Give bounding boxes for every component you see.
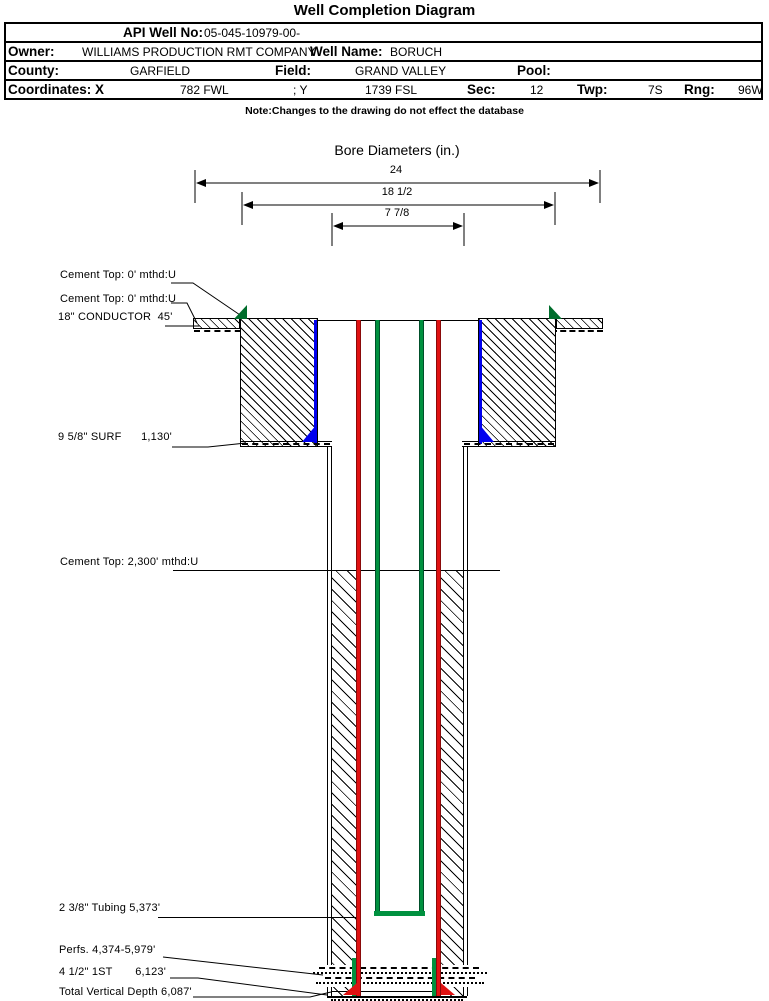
twp-value: 7S [648,83,663,97]
api-well-no-label: API Well No: [123,25,204,40]
perf-dash-row [325,977,475,979]
dim-18-arrow-right [544,201,554,209]
well-bottom-line [327,996,467,998]
conductor-shoe-dash-right [464,443,554,445]
cement-column-left [332,571,357,996]
conductor-flange-left [193,318,240,329]
field-value: GRAND VALLEY [355,64,447,78]
leader-tvd [193,992,331,997]
cement-top-marker-left [234,305,247,319]
api-well-no-value: 05-045-10979-00- [204,26,301,40]
coordinate-x-value: 782 FWL [180,83,229,97]
table-row-divider [4,60,763,62]
callout-cement-top-0-a: Cement Top: 0' mthd:U [60,269,177,281]
liner-green-left [352,958,356,996]
county-label: County: [8,63,59,78]
production-casing-left [356,320,361,996]
dim-24-arrow-right [589,179,599,187]
conductor-shoe-line-left [240,441,332,442]
conductor-shoe-base-right [462,446,556,447]
conductor-cement-block-left [240,318,318,447]
callout-surface-casing: 9 5/8" SURF 1,130' [58,431,172,443]
table-row-divider [4,79,763,81]
perf-dot-row [313,972,487,974]
tubing-string-left [375,320,380,911]
twp-label: Twp: [577,82,608,97]
coordinate-y-label: ; Y [293,83,308,97]
rng-label: Rng: [684,82,715,97]
conductor-cement-block-right [478,318,556,447]
conductor-shoe-base-left [240,446,332,447]
coordinates-label: Coordinates: X [8,82,105,97]
sec-value: 12 [530,83,544,97]
dim-24-arrow-left [196,179,206,187]
table-row-divider [4,41,763,43]
well-name-value: BORUCH [390,45,443,59]
dim-label-18-1-2: 18 1/2 [381,186,413,198]
coordinate-y-value: 1739 FSL [365,83,418,97]
drawing-note: Note:Changes to the drawing do not effect the database [245,105,524,117]
sec-label: Sec: [467,82,496,97]
dim-label-24: 24 [389,164,403,176]
flange-dashdot-right [551,330,603,332]
production-casing-right [436,320,441,996]
callout-cement-top-2300: Cement Top: 2,300' mthd:U [60,556,199,568]
pool-label: Pool: [517,63,551,78]
county-value: GARFIELD [130,64,191,78]
conductor-shoe-line-right [462,441,556,442]
dim-7-arrow-left [333,222,343,230]
perforation-band [313,965,487,987]
dim-7-arrow-right [453,222,463,230]
leader-cement-top-a [171,283,243,317]
field-label: Field: [275,63,311,78]
perf-dash-row [319,967,479,969]
dim-label-7-7-8: 7 7/8 [384,207,410,219]
surface-line [318,320,478,321]
leader-casing-1st [170,978,327,995]
callout-perfs: Perfs. 4,374-5,979' [59,944,156,956]
tvd-depth-line [331,991,441,992]
conductor-flange-right [556,318,603,329]
surface-casing-blue-right [479,320,482,444]
cement-column-right [441,571,463,996]
callout-cement-top-0-b: Cement Top: 0' mthd:U [60,293,177,305]
leader-perfs [163,957,323,975]
borehole-wall-right [463,447,468,996]
tubing-depth-line [158,917,357,918]
page-title: Well Completion Diagram [293,2,476,19]
bore-diameters-title: Bore Diameters (in.) [334,142,460,158]
perf-dot-row [316,982,484,984]
callout-conductor: 18" CONDUCTOR 45' [58,311,173,323]
leader-surface-casing [172,443,246,447]
surface-casing-blue-left [314,320,317,444]
well-name-label: Well Name: [310,44,383,59]
owner-label: Owner: [8,44,55,59]
callout-casing-1st: 4 1/2" 1ST 6,123' [59,966,167,978]
tubing-bottom [374,911,425,916]
liner-green-right [432,958,436,996]
callout-tubing: 2 3/8" Tubing 5,373' [59,902,161,914]
rng-value: 96W [738,83,763,97]
tubing-string-right [419,320,424,911]
dim-18-arrow-left [243,201,253,209]
cement-top-marker-right [549,305,562,319]
owner-value: WILLIAMS PRODUCTION RMT COMPANY [82,45,316,59]
conductor-shoe-dash-left [242,443,330,445]
callout-total-vertical-depth: Total Vertical Depth 6,087' [59,986,192,998]
